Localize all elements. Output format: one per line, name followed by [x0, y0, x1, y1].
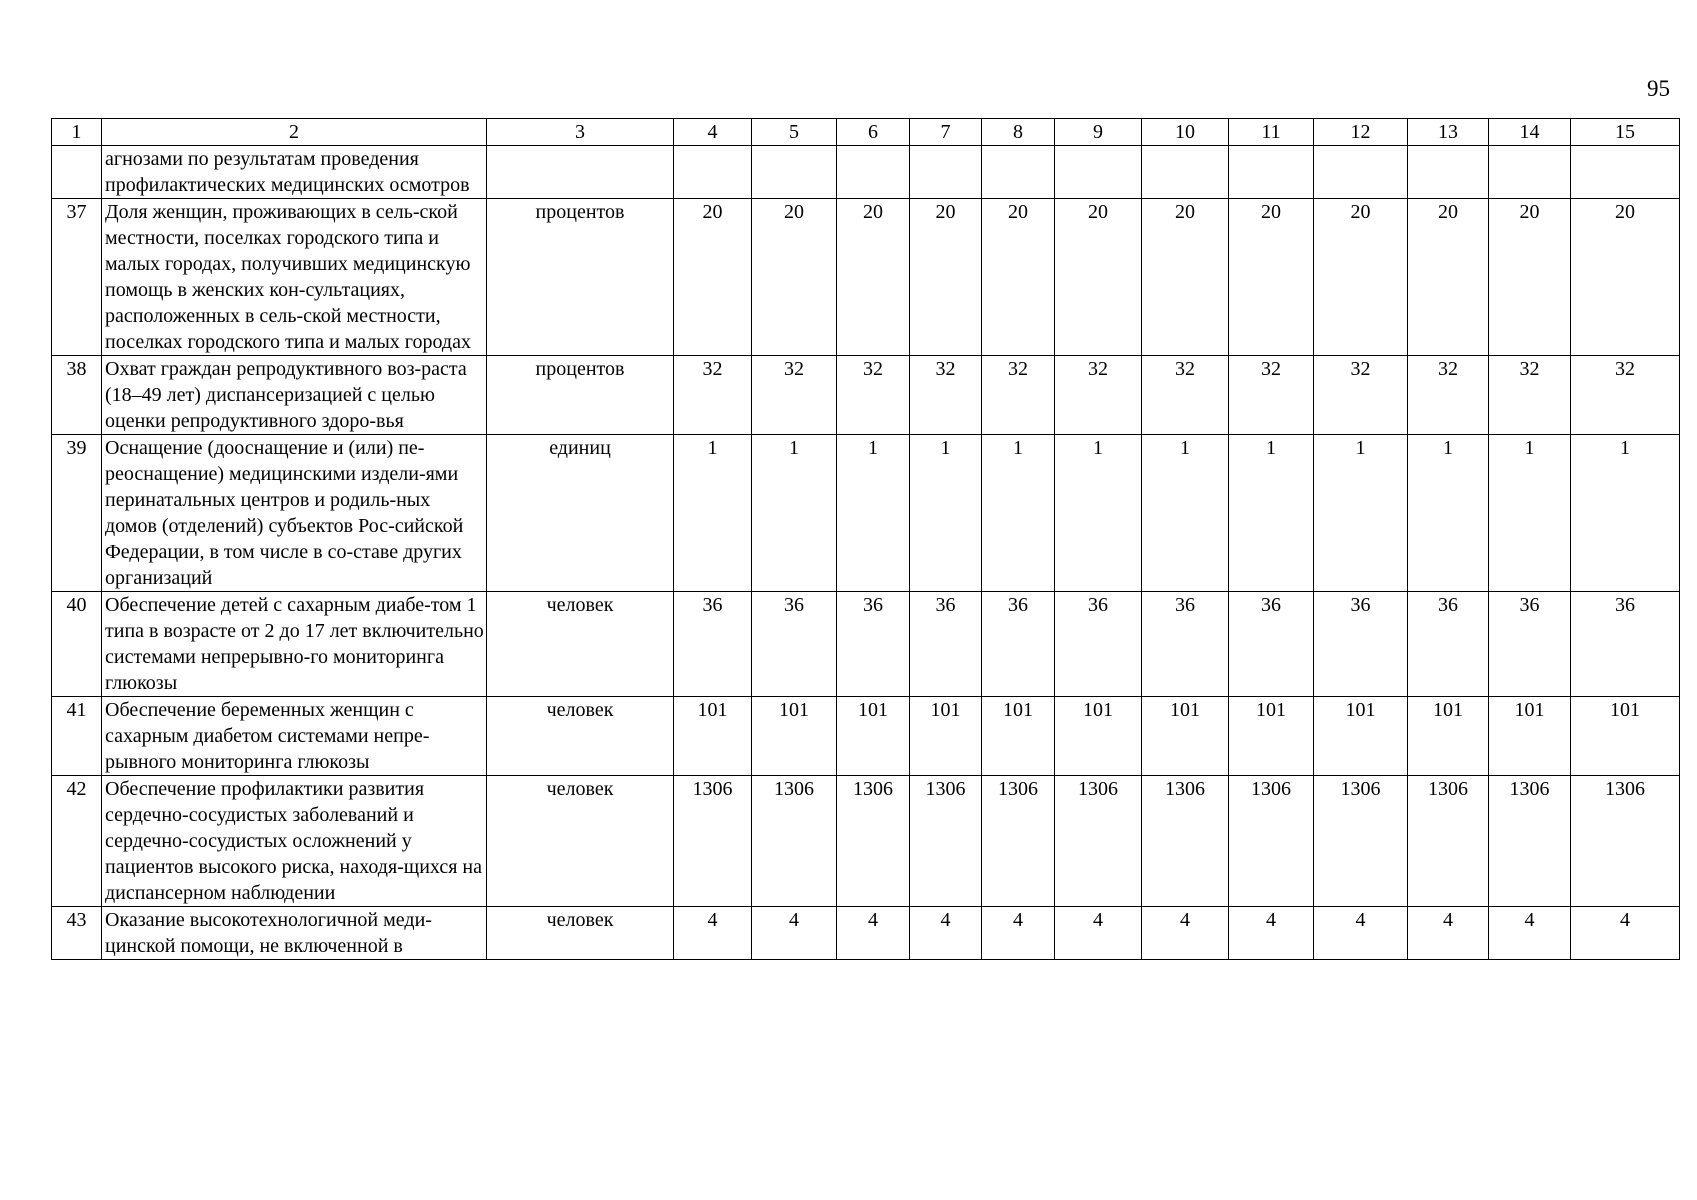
value-cell: 101 [1571, 697, 1680, 776]
value-cell: 32 [910, 356, 982, 435]
value-cell: 36 [1489, 592, 1571, 697]
value-cell: 1306 [1571, 776, 1680, 907]
row-number: 41 [52, 697, 102, 776]
unit-of-measure: человек [487, 592, 674, 697]
value-cell: 36 [1142, 592, 1229, 697]
value-cell: 32 [1229, 356, 1314, 435]
indicator-name: Обеспечение беременных женщин с сахарным диабетом системами непре-рывного мониторинга глюкозы [102, 697, 487, 776]
table-body [52, 146, 1680, 960]
value-cell [910, 146, 982, 199]
indicator-name: Оснащение (дооснащение и (или) пе-реоснащение) медицинскими издели-ями перинатальных центров и родиль-ных домов (отделений) субъектов Рос-сийской Федерации, в том числе в со-ставе других организаций [102, 435, 487, 592]
value-cell: 32 [752, 356, 837, 435]
value-cell: 20 [1055, 199, 1142, 356]
value-cell: 32 [674, 356, 752, 435]
value-cell: 1306 [910, 776, 982, 907]
value-cell: 32 [982, 356, 1055, 435]
value-cell: 1 [1229, 435, 1314, 592]
value-cell [1142, 146, 1229, 199]
value-cell: 1306 [1408, 776, 1489, 907]
unit-of-measure: единиц [487, 435, 674, 592]
value-cell: 1 [1489, 435, 1571, 592]
value-cell: 1 [1408, 435, 1489, 592]
value-cell: 101 [752, 697, 837, 776]
value-cell: 32 [1489, 356, 1571, 435]
table-row [52, 356, 1680, 435]
value-cell: 101 [910, 697, 982, 776]
column-header: 11 [1229, 119, 1314, 146]
value-cell: 1306 [752, 776, 837, 907]
value-cell: 101 [1229, 697, 1314, 776]
value-cell: 101 [1055, 697, 1142, 776]
column-header: 1 [52, 119, 102, 146]
value-cell: 4 [674, 907, 752, 960]
row-number: 39 [52, 435, 102, 592]
value-cell: 36 [674, 592, 752, 697]
value-cell: 4 [1489, 907, 1571, 960]
value-cell: 20 [982, 199, 1055, 356]
value-cell: 4 [752, 907, 837, 960]
value-cell: 20 [1314, 199, 1408, 356]
value-cell: 4 [1142, 907, 1229, 960]
value-cell: 32 [837, 356, 910, 435]
value-cell [1055, 146, 1142, 199]
value-cell: 4 [982, 907, 1055, 960]
value-cell: 20 [1229, 199, 1314, 356]
table-row [52, 592, 1680, 697]
value-cell: 36 [752, 592, 837, 697]
value-cell: 32 [1142, 356, 1229, 435]
value-cell: 1306 [1055, 776, 1142, 907]
value-cell: 4 [910, 907, 982, 960]
column-header: 6 [837, 119, 910, 146]
value-cell: 32 [1408, 356, 1489, 435]
value-cell: 4 [1229, 907, 1314, 960]
table-row [52, 776, 1680, 907]
unit-of-measure: процентов [487, 199, 674, 356]
value-cell: 1 [1055, 435, 1142, 592]
row-number: 42 [52, 776, 102, 907]
value-cell [1314, 146, 1408, 199]
value-cell: 36 [1055, 592, 1142, 697]
value-cell: 101 [1489, 697, 1571, 776]
value-cell: 101 [1314, 697, 1408, 776]
value-cell: 1 [837, 435, 910, 592]
value-cell: 32 [1314, 356, 1408, 435]
unit-of-measure: человек [487, 907, 674, 960]
unit-of-measure [487, 146, 674, 199]
indicator-name: Охват граждан репродуктивного воз-раста (18–49 лет) диспансеризацией с целью оценки репродуктивного здоро-вья [102, 356, 487, 435]
column-header: 2 [102, 119, 487, 146]
value-cell: 1 [674, 435, 752, 592]
value-cell: 4 [1314, 907, 1408, 960]
indicator-name: агнозами по результатам проведения профилактических медицинских осмотров [102, 146, 487, 199]
column-header: 5 [752, 119, 837, 146]
value-cell: 36 [1571, 592, 1680, 697]
value-cell: 1306 [674, 776, 752, 907]
value-cell: 36 [1229, 592, 1314, 697]
value-cell: 1 [752, 435, 837, 592]
value-cell [1489, 146, 1571, 199]
row-number [52, 146, 102, 199]
page-number: 95 [1647, 76, 1670, 101]
value-cell: 20 [674, 199, 752, 356]
table-row [52, 146, 1680, 199]
value-cell: 1306 [1314, 776, 1408, 907]
value-cell: 36 [1408, 592, 1489, 697]
value-cell [1408, 146, 1489, 199]
value-cell: 36 [837, 592, 910, 697]
value-cell [752, 146, 837, 199]
value-cell [982, 146, 1055, 199]
value-cell: 20 [1571, 199, 1680, 356]
value-cell: 20 [1489, 199, 1571, 356]
column-header: 13 [1408, 119, 1489, 146]
row-number: 43 [52, 907, 102, 960]
value-cell: 36 [982, 592, 1055, 697]
indicator-name: Оказание высокотехнологичной меди-цинской помощи, не включенной в [102, 907, 487, 960]
column-header: 3 [487, 119, 674, 146]
value-cell: 32 [1571, 356, 1680, 435]
table-row [52, 435, 1680, 592]
value-cell: 1 [1142, 435, 1229, 592]
value-cell [1571, 146, 1680, 199]
table-row [52, 907, 1680, 960]
value-cell: 101 [982, 697, 1055, 776]
row-number: 40 [52, 592, 102, 697]
column-header: 4 [674, 119, 752, 146]
value-cell: 1306 [1489, 776, 1571, 907]
value-cell: 36 [1314, 592, 1408, 697]
value-cell: 4 [1408, 907, 1489, 960]
row-number: 38 [52, 356, 102, 435]
value-cell: 1 [1571, 435, 1680, 592]
value-cell: 101 [1408, 697, 1489, 776]
value-cell: 20 [1142, 199, 1229, 356]
column-header: 12 [1314, 119, 1408, 146]
value-cell: 101 [674, 697, 752, 776]
indicator-name: Обеспечение профилактики развития сердечно-сосудистых заболеваний и сердечно-сосудистых осложнений у пациентов высокого риска, находя-щихся на диспансерном наблюдении [102, 776, 487, 907]
column-header: 9 [1055, 119, 1142, 146]
indicators-table [51, 118, 1680, 960]
indicator-name: Доля женщин, проживающих в сель-ской местности, поселках городского типа и малых городах, получивших медицинскую помощь в женских кон-сультациях, расположенных в сель-ской местности, поселках городского типа и малых городах [102, 199, 487, 356]
row-number: 37 [52, 199, 102, 356]
value-cell: 1306 [1142, 776, 1229, 907]
value-cell: 1306 [982, 776, 1055, 907]
column-number-row [52, 119, 1680, 146]
value-cell: 32 [1055, 356, 1142, 435]
value-cell: 20 [910, 199, 982, 356]
column-header: 15 [1571, 119, 1680, 146]
value-cell: 1306 [1229, 776, 1314, 907]
value-cell: 1306 [837, 776, 910, 907]
indicator-name: Обеспечение детей с сахарным диабе-том 1 типа в возрасте от 2 до 17 лет включительно системами непрерывно-го мониторинга глюкозы [102, 592, 487, 697]
unit-of-measure: человек [487, 776, 674, 907]
unit-of-measure: человек [487, 697, 674, 776]
table-row [52, 199, 1680, 356]
value-cell [674, 146, 752, 199]
column-header: 7 [910, 119, 982, 146]
value-cell: 101 [1142, 697, 1229, 776]
unit-of-measure: процентов [487, 356, 674, 435]
value-cell [837, 146, 910, 199]
column-header: 10 [1142, 119, 1229, 146]
value-cell: 20 [837, 199, 910, 356]
value-cell: 4 [1571, 907, 1680, 960]
value-cell: 20 [1408, 199, 1489, 356]
value-cell [1229, 146, 1314, 199]
value-cell: 1 [1314, 435, 1408, 592]
value-cell: 4 [1055, 907, 1142, 960]
value-cell: 20 [752, 199, 837, 356]
column-header: 14 [1489, 119, 1571, 146]
value-cell: 101 [837, 697, 910, 776]
table-row [52, 697, 1680, 776]
value-cell: 36 [910, 592, 982, 697]
value-cell: 4 [837, 907, 910, 960]
value-cell: 1 [910, 435, 982, 592]
value-cell: 1 [982, 435, 1055, 592]
column-header: 8 [982, 119, 1055, 146]
table-header [52, 119, 1680, 146]
